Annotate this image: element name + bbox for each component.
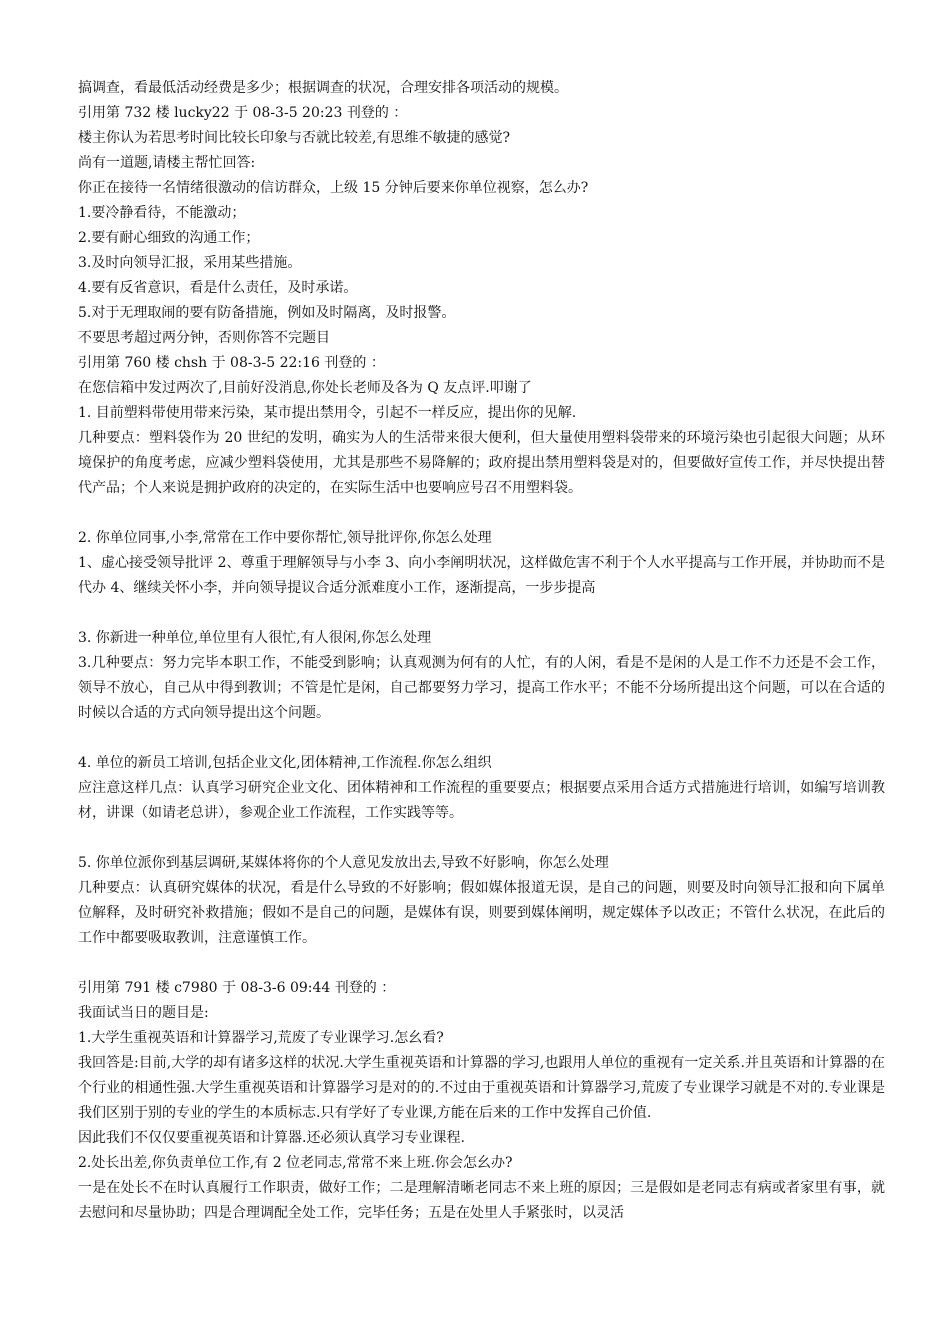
list-item: 4.要有反省意识，看是什么责任，及时承诺。 xyxy=(78,280,358,296)
list-item: 1.要冷静看待，不能激动； xyxy=(78,205,246,221)
question-line: 5. 你单位派你到基层调研,某媒体将你的个人意见发放出去,导致不好影响，你怎么处理 xyxy=(78,855,609,871)
blank-line xyxy=(78,601,885,626)
answer-paragraph: 一是在处长不在时认真履行工作职责，做好工作；二是理解清晰老同志不来上班的原因；三是假如是老同志有病或者家里有事，就去慰问和尽量协助；四是合理调配全处工作，完毕任务；五是在处里人手紧张时，以灵活 xyxy=(78,1180,885,1221)
quote-header: 引用第 732 楼 lucky22 于 08-3-5 20:23 刊登的 ： xyxy=(78,105,408,121)
list-item: 3.及时向领导汇报，采用某些措施。 xyxy=(78,255,302,271)
text-line: 我面试当日的题目是: xyxy=(78,1005,209,1021)
answer-paragraph: 应注意这样几点：认真学习研究企业文化、团体精神和工作流程的重要要点；根据要点采用合适方式措施进行培训，如编写培训教材，讲课（如请老总讲），参观企业工作流程，工作实践等等。 xyxy=(78,780,885,821)
blank-line xyxy=(78,501,885,526)
question-line: 2.处长出差,你负责单位工作,有 2 位老同志,常常不来上班.你会怎幺办? xyxy=(78,1155,513,1171)
question-line: 3. 你新进一种单位,单位里有人很忙,有人很闲,你怎么处理 xyxy=(78,630,432,646)
text-line: 搞调查，看最低活动经费是多少；根据调查的状况，合理安排各项活动的规模。 xyxy=(78,80,568,96)
text-line: 因此我们不仅仅要重视英语和计算器.还必须认真学习专业课程. xyxy=(78,1130,465,1146)
blank-line xyxy=(78,951,885,976)
list-item: 5.对于无理取闹的要有防备措施，例如及时隔离，及时报警。 xyxy=(78,305,456,321)
quote-header: 引用第 791 楼 c7980 于 08-3-6 09:44 刊登的 ： xyxy=(78,980,396,996)
answer-paragraph: 几种要点：认真研究媒体的状况，看是什么导致的不好影响；假如媒体报道无误，是自己的问题，则要及时向领导汇报和向下属单位解释，及时研究补救措施；假如不是自己的问题，是媒体有误，则要到媒体阐明，规定媒体予以改正；不管什么状况，在此后的工作中都要吸取教训，注意谨慎工作。 xyxy=(78,880,885,946)
answer-paragraph: 1、虚心接受领导批评 2、尊重于理解领导与小李 3、向小李阐明状况，这样做危害不利于个人水平提高与工作开展，并协助而不是代办 4、继续关怀小李，并向领导提议合适分派难度小工作，逐渐提高，一步步提高 xyxy=(78,555,885,596)
answer-paragraph: 几种要点：塑料袋作为 20 世纪的发明，确实为人的生活带来很大便利，但大量使用塑料袋带来的环境污染也引起很大问题；从环境保护的角度考虑，应减少塑料袋使用，尤其是那些不易降解的；政府提出禁用塑料袋是对的，但要做好宣传工作，并尽快提出替代产品；个人来说是拥护政府的决定的，在实际生活中也要响应号召不用塑料袋。 xyxy=(78,430,885,496)
question-line: 1.大学生重视英语和计算器学习,荒废了专业课学习.怎幺看? xyxy=(78,1030,444,1046)
blank-line xyxy=(78,826,885,851)
question-line: 2. 你单位同事,小李,常常在工作中要你帮忙,领导批评你,你怎么处理 xyxy=(78,530,492,546)
question-line: 1. 目前塑料带使用带来污染，某市提出禁用令，引起不一样反应，提出你的见解. xyxy=(78,405,577,421)
text-line: 在您信箱中发过两次了,目前好没消息,你处长老师及各为 Q 友点评.叩谢了 xyxy=(78,380,532,396)
list-item: 2.要有耐心细致的沟通工作； xyxy=(78,230,260,246)
answer-paragraph: 3.几种要点：努力完毕本职工作，不能受到影响；认真观测为何有的人忙，有的人闲，看是不是闲的人是工作不力还是不会工作，领导不放心，自己从中得到教训；不管是忙是闲，自己都要努力学习，提高工作水平；不能不分场所提出这个问题，可以在合适的时候以合适的方式向领导提出这个问题。 xyxy=(78,655,885,721)
text-line: 不要思考超过两分钟，否则你答不完题目 xyxy=(78,330,330,346)
answer-paragraph: 我回答是:目前,大学的却有诸多这样的状况.大学生重视英语和计算器的学习,也跟用人单位的重视有一定关系.并且英语和计算器的在个行业的相通性强.大学生重视英语和计算器学习是对的的.不过由于重视英语和计算器学习,荒废了专业课学习就是不对的.专业课是我们区别于别的专业的学生的本质标志.只有学好了专业课,方能在后来的工作中发挥自己价值. xyxy=(78,1055,885,1121)
blank-line xyxy=(78,726,885,751)
question-line: 4. 单位的新员工培训,包括企业文化,团体精神,工作流程.你怎么组织 xyxy=(78,755,492,771)
text-line: 楼主你认为若思考时间比较长印象与否就比较差,有思维不敏捷的感觉? xyxy=(78,130,510,146)
document-page xyxy=(78,76,885,1226)
text-line: 尚有一道题,请楼主帮忙回答: xyxy=(78,155,256,171)
quote-header: 引用第 760 楼 chsh 于 08-3-5 22:16 刊登的 ： xyxy=(78,355,385,371)
question-line: 你正在接待一名情绪很激动的信访群众，上级 15 分钟后要来你单位视察，怎么办? xyxy=(78,180,589,196)
